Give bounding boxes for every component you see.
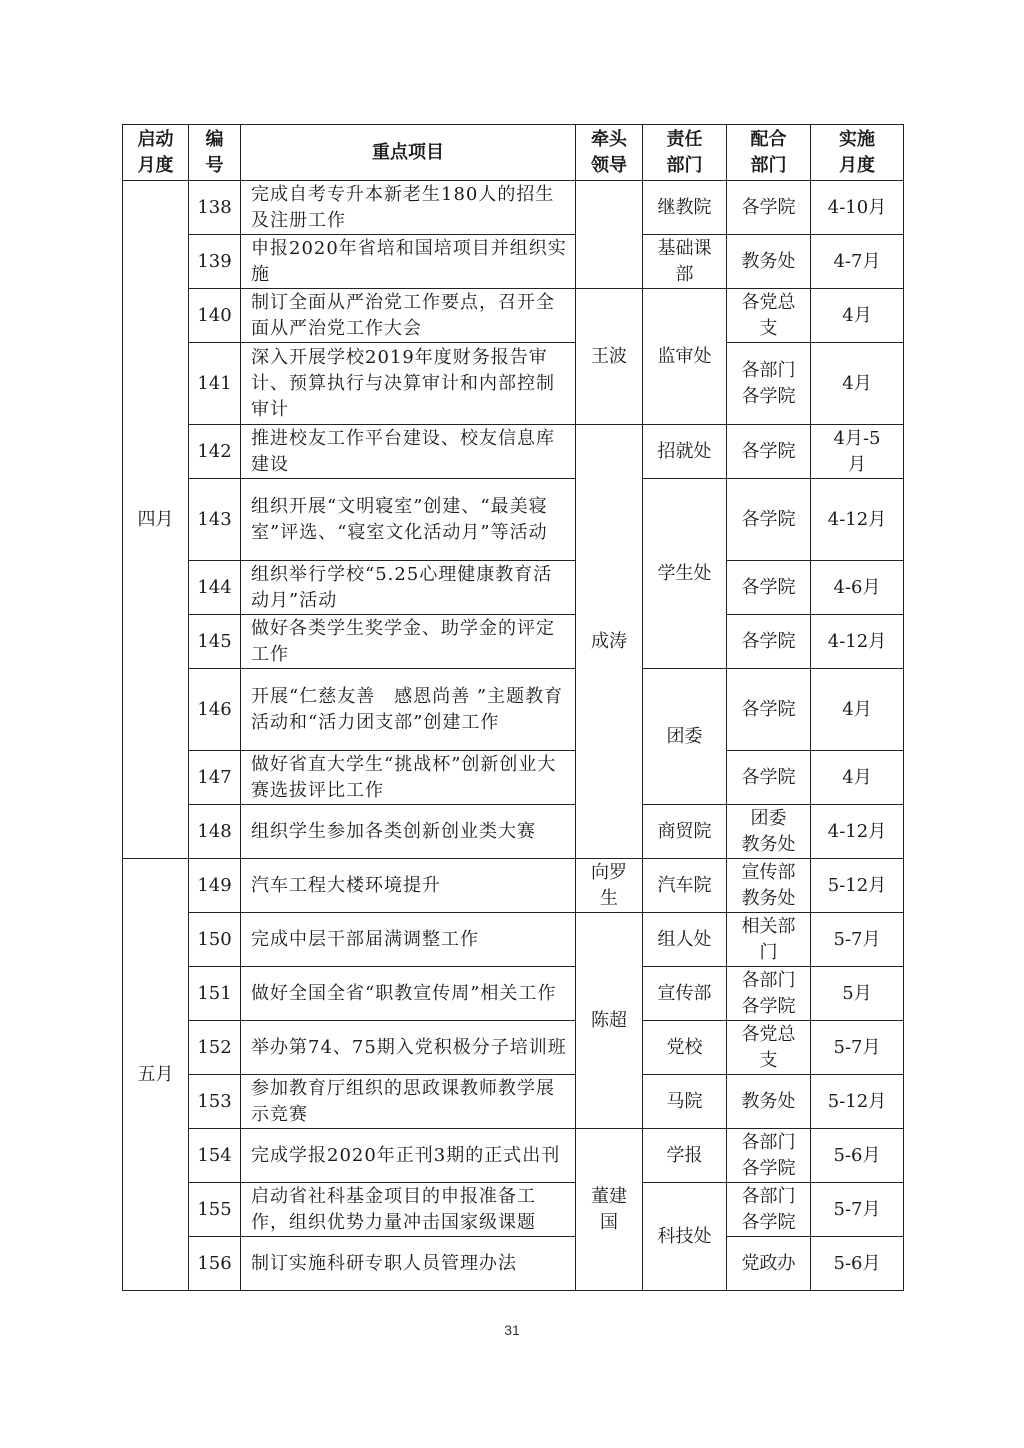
- leader-cell: 成涛: [576, 425, 643, 859]
- row-number: 147: [189, 751, 241, 805]
- dept-cell: 组人处: [643, 913, 727, 967]
- coop-cell: 各党总 支: [727, 1021, 811, 1075]
- table-row: [123, 805, 904, 859]
- coop-cell: 各部门 各学院: [727, 343, 811, 425]
- time-cell: 4-12月: [811, 479, 904, 561]
- row-number: 149: [189, 859, 241, 913]
- row-item: 制订全面从严治党工作要点，召开全面从严治党工作大会: [241, 289, 576, 343]
- coop-cell: 宣传部 教务处: [727, 859, 811, 913]
- time-cell: 4-12月: [811, 615, 904, 669]
- row-item: 深入开展学校2019年度财务报告审计、预算执行与决算审计和内部控制审计: [241, 343, 576, 425]
- row-number: 146: [189, 669, 241, 751]
- table-row: [123, 1237, 904, 1291]
- dept-cell: 团委: [643, 669, 727, 805]
- table-row: [123, 913, 904, 967]
- key-projects-table: [122, 124, 904, 1291]
- table-row: [123, 859, 904, 913]
- header-key-project: 重点项目: [241, 125, 576, 181]
- row-item: 组织学生参加各类创新创业类大赛: [241, 805, 576, 859]
- coop-cell: 相关部 门: [727, 913, 811, 967]
- table-row: [123, 669, 904, 751]
- dept-cell: 马院: [643, 1075, 727, 1129]
- time-cell: 4月: [811, 669, 904, 751]
- time-cell: 5-12月: [811, 1075, 904, 1129]
- time-cell: 4-10月: [811, 181, 904, 235]
- table-row: [123, 751, 904, 805]
- table-row: [123, 1183, 904, 1237]
- leader-cell: 向罗 生: [576, 859, 643, 913]
- coop-cell: 教务处: [727, 235, 811, 289]
- row-item: 完成中层干部届满调整工作: [241, 913, 576, 967]
- coop-cell: 各学院: [727, 479, 811, 561]
- coop-cell: 党政办: [727, 1237, 811, 1291]
- table-row: [123, 425, 904, 479]
- coop-cell: 各部门 各学院: [727, 967, 811, 1021]
- month-cell-may: 五月: [123, 859, 189, 1291]
- row-item: 制订实施科研专职人员管理办法: [241, 1237, 576, 1291]
- table-row: [123, 967, 904, 1021]
- time-cell: 5月: [811, 967, 904, 1021]
- header-cooperating-dept: 配合 部门: [727, 125, 811, 181]
- row-number: 153: [189, 1075, 241, 1129]
- time-cell: 4-7月: [811, 235, 904, 289]
- dept-cell: 汽车院: [643, 859, 727, 913]
- row-item: 开展“仁慈友善 感恩尚善 ”主题教育活动和“活力团支部”创建工作: [241, 669, 576, 751]
- row-number: 142: [189, 425, 241, 479]
- row-item: 组织举行学校“5.25心理健康教育活动月”活动: [241, 561, 576, 615]
- table-row: [123, 1021, 904, 1075]
- row-number: 144: [189, 561, 241, 615]
- time-cell: 4月-5 月: [811, 425, 904, 479]
- table-row: [123, 235, 904, 289]
- coop-cell: 各党总 支: [727, 289, 811, 343]
- table-row: [123, 615, 904, 669]
- time-cell: 5-7月: [811, 1183, 904, 1237]
- row-item: 举办第74、75期入党积极分子培训班: [241, 1021, 576, 1075]
- row-item: 启动省社科基金项目的申报准备工作，组织优势力量冲击国家级课题: [241, 1183, 576, 1237]
- coop-cell: 各学院: [727, 669, 811, 751]
- time-cell: 5-7月: [811, 913, 904, 967]
- row-item: 汽车工程大楼环境提升: [241, 859, 576, 913]
- time-cell: 4月: [811, 343, 904, 425]
- row-item: 做好各类学生奖学金、助学金的评定工作: [241, 615, 576, 669]
- time-cell: 5-7月: [811, 1021, 904, 1075]
- dept-cell: 学报: [643, 1129, 727, 1183]
- coop-cell: 各学院: [727, 751, 811, 805]
- row-number: 139: [189, 235, 241, 289]
- row-number: 138: [189, 181, 241, 235]
- row-item: 推进校友工作平台建设、校友信息库建设: [241, 425, 576, 479]
- row-item: 完成学报2020年正刊3期的正式出刊: [241, 1129, 576, 1183]
- row-item: 参加教育厅组织的思政课教师教学展示竞赛: [241, 1075, 576, 1129]
- row-number: 151: [189, 967, 241, 1021]
- time-cell: 5-6月: [811, 1129, 904, 1183]
- row-item: 做好全国全省“职教宣传周”相关工作: [241, 967, 576, 1021]
- coop-cell: 各部门 各学院: [727, 1129, 811, 1183]
- coop-cell: 各学院: [727, 615, 811, 669]
- header-responsible-dept: 责任 部门: [643, 125, 727, 181]
- table-header-row: [123, 125, 904, 181]
- table-row: [123, 1075, 904, 1129]
- table-row: [123, 1129, 904, 1183]
- leader-cell-empty: [576, 181, 643, 289]
- leader-cell: 董建 国: [576, 1129, 643, 1291]
- time-cell: 4月: [811, 289, 904, 343]
- row-number: 141: [189, 343, 241, 425]
- table-row: [123, 289, 904, 343]
- dept-cell: 宣传部: [643, 967, 727, 1021]
- row-number: 150: [189, 913, 241, 967]
- row-item: 组织开展“文明寝室”创建、“最美寝室”评选、“寝室文化活动月”等活动: [241, 479, 576, 561]
- row-number: 140: [189, 289, 241, 343]
- row-number: 152: [189, 1021, 241, 1075]
- coop-cell: 教务处: [727, 1075, 811, 1129]
- dept-cell: 党校: [643, 1021, 727, 1075]
- leader-cell: 陈超: [576, 913, 643, 1129]
- dept-cell: 商贸院: [643, 805, 727, 859]
- coop-cell: 团委 教务处: [727, 805, 811, 859]
- row-number: 156: [189, 1237, 241, 1291]
- coop-cell: 各学院: [727, 425, 811, 479]
- header-implementation-month: 实施 月度: [811, 125, 904, 181]
- time-cell: 5-12月: [811, 859, 904, 913]
- month-cell-april: 四月: [123, 181, 189, 859]
- table-row: [123, 561, 904, 615]
- dept-cell: 监审处: [643, 289, 727, 425]
- coop-cell: 各学院: [727, 181, 811, 235]
- row-number: 154: [189, 1129, 241, 1183]
- time-cell: 4-12月: [811, 805, 904, 859]
- dept-cell: 科技处: [643, 1183, 727, 1291]
- leader-cell: 王波: [576, 289, 643, 425]
- table-row: [123, 343, 904, 425]
- time-cell: 4-6月: [811, 561, 904, 615]
- dept-cell: 招就处: [643, 425, 727, 479]
- header-lead-leader: 牵头 领导: [576, 125, 643, 181]
- coop-cell: 各部门 各学院: [727, 1183, 811, 1237]
- header-start-month: 启动 月度: [123, 125, 189, 181]
- row-item: 做好省直大学生“挑战杯”创新创业大赛选拔评比工作: [241, 751, 576, 805]
- table-row: [123, 181, 904, 235]
- page-number: 31: [504, 1322, 520, 1338]
- coop-cell: 各学院: [727, 561, 811, 615]
- table-row: [123, 479, 904, 561]
- row-number: 155: [189, 1183, 241, 1237]
- row-number: 148: [189, 805, 241, 859]
- header-number: 编 号: [189, 125, 241, 181]
- row-number: 145: [189, 615, 241, 669]
- dept-cell: 基础课 部: [643, 235, 727, 289]
- time-cell: 5-6月: [811, 1237, 904, 1291]
- dept-cell: 学生处: [643, 479, 727, 669]
- time-cell: 4月: [811, 751, 904, 805]
- row-item: 申报2020年省培和国培项目并组织实施: [241, 235, 576, 289]
- row-number: 143: [189, 479, 241, 561]
- row-item: 完成自考专升本新老生180人的招生及注册工作: [241, 181, 576, 235]
- dept-cell: 继教院: [643, 181, 727, 235]
